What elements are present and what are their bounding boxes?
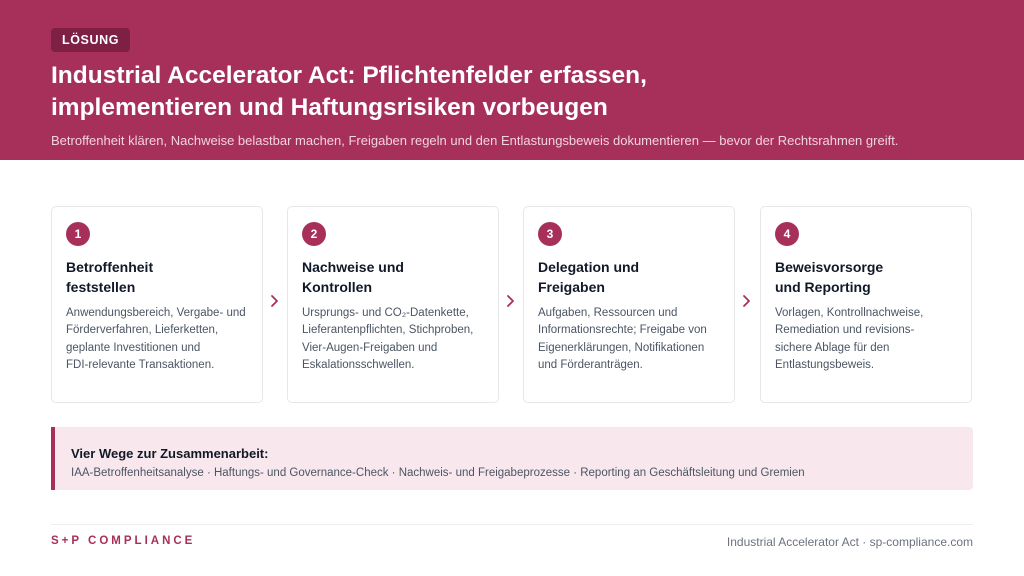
- step-description: Aufgaben, Ressourcen und Informationsrechte; Freigabe von Eigenerklärungen, Notifikationen und Förderanträgen.: [538, 307, 707, 371]
- step-number-badge: 4: [775, 222, 799, 246]
- chevron-right-icon: [270, 294, 282, 308]
- footer-source: Industrial Accelerator Act · sp-compliance.com: [726, 535, 973, 549]
- page-subtitle: Betroffenheit klären, Nachweise belastbar machen, Freigaben regeln und den Entlastungsbeweis dokumentieren — bevor der Rechtsrahmen greift.: [51, 133, 899, 148]
- step-description: Vorlagen, Kontrollnachweise, Remediation und revisions- sichere Ablage für den Entlastungsbeweis.: [775, 307, 924, 371]
- step-title: Beweisvorsorge und Reporting: [775, 259, 884, 295]
- step-title: Nachweise und Kontrollen: [302, 259, 404, 295]
- section-badge: LÖSUNG: [51, 28, 130, 52]
- footer-divider: [51, 524, 973, 525]
- page-title-line-1: Industrial Accelerator Act: Pflichtenfelder erfassen,: [51, 62, 647, 89]
- step-card-3: [523, 206, 735, 403]
- step-description: Anwendungsbereich, Vergabe- und Förderverfahren, Lieferketten, geplante Investitionen und FDI-relevante Transaktionen.: [66, 307, 246, 371]
- page-title: [51, 60, 991, 124]
- page-title-line-2: implementieren und Haftungsrisiken vorbeugen: [51, 94, 608, 121]
- step-card-2: [287, 206, 499, 403]
- collaboration-callout: [51, 427, 973, 490]
- brand-logo-text: S+P COMPLIANCE: [51, 535, 196, 547]
- callout-text: IAA-Betroffenheitsanalyse · Haftungs- und Governance-Check · Nachweis- und Freigabeprozesse · Reporting an Geschäftsleitung und Gremien: [71, 467, 805, 479]
- callout-title: Vier Wege zur Zusammenarbeit:: [71, 446, 269, 461]
- chevron-right-icon: [506, 294, 518, 308]
- step-number-badge: 2: [302, 222, 326, 246]
- step-card-1: [51, 206, 263, 403]
- step-title: Delegation und Freigaben: [538, 259, 640, 295]
- hero-header: [0, 0, 1024, 160]
- step-number-badge: 3: [538, 222, 562, 246]
- step-description: Ursprungs- und CO₂-Datenkette, Lieferantenpflichten, Stichproben, Vier-Augen-Freigaben und Eskalationsschwellen.: [302, 307, 474, 371]
- step-title: Betroffenheit feststellen: [66, 259, 154, 295]
- chevron-right-icon: [742, 294, 754, 308]
- step-card-4: [760, 206, 972, 403]
- step-number-badge: 1: [66, 222, 90, 246]
